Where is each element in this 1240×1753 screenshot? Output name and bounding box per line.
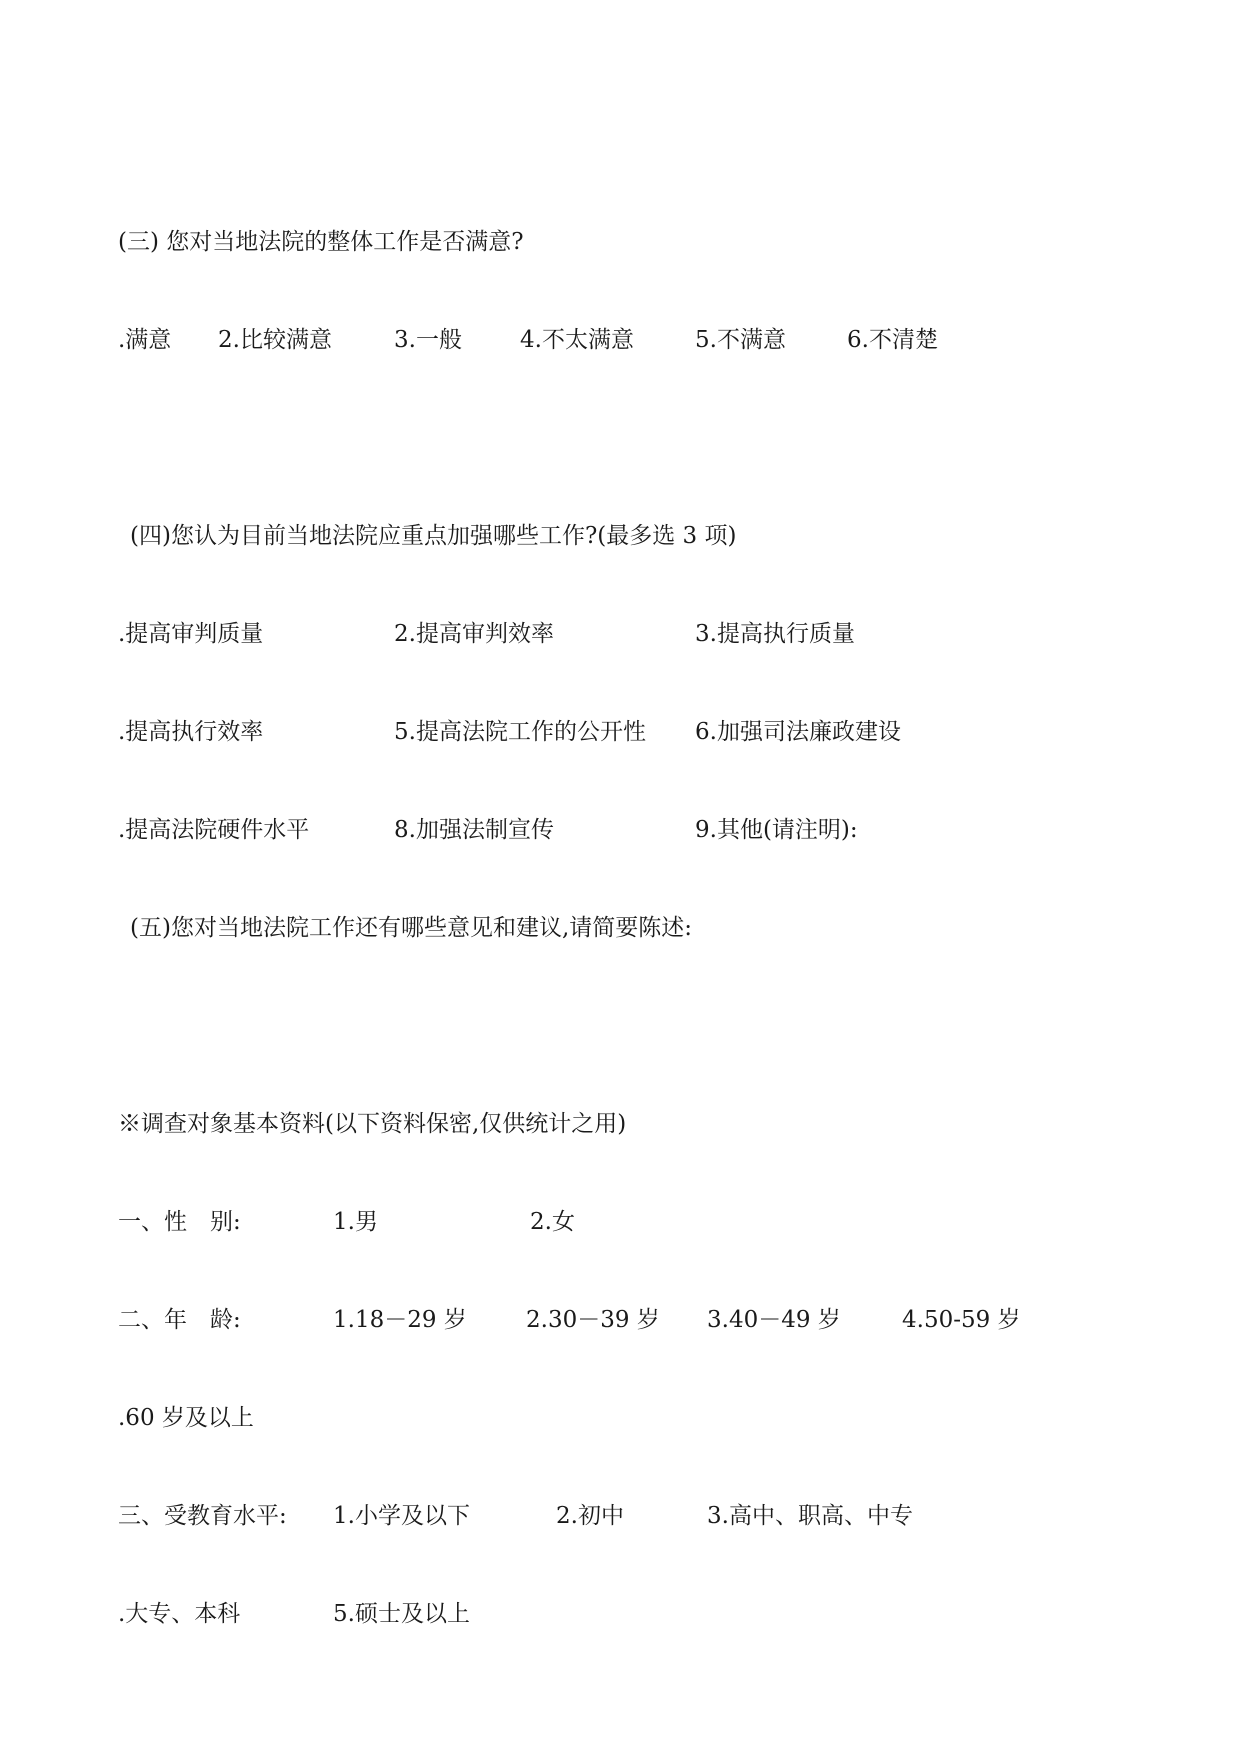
age-option-3[interactable]: 3.40－49 岁 (707, 1307, 841, 1333)
q3-option-1[interactable]: .满意 (118, 327, 172, 353)
profile-header: ※调查对象基本资料(以下资料保密,仅供统计之用) (118, 1111, 627, 1137)
age-option-4[interactable]: 4.50-59 岁 (902, 1307, 1021, 1333)
age-option-2[interactable]: 2.30－39 岁 (526, 1307, 660, 1333)
q4-option-9[interactable]: 9.其他(请注明): (695, 817, 858, 843)
question-5-title: (五)您对当地法院工作还有哪些意见和建议,请简要陈述: (130, 915, 693, 941)
gender-option-male[interactable]: 1.男 (333, 1209, 378, 1235)
q4-option-1[interactable]: .提高审判质量 (118, 621, 264, 647)
education-option-5[interactable]: 5.硕士及以上 (333, 1601, 470, 1627)
q3-option-6[interactable]: 6.不清楚 (847, 327, 938, 353)
gender-label: 一、性 别: (118, 1209, 241, 1235)
gender-option-female[interactable]: 2.女 (530, 1209, 575, 1235)
q3-option-3[interactable]: 3.一般 (394, 327, 462, 353)
education-label: 三、受教育水平: (118, 1503, 287, 1529)
q4-option-3[interactable]: 3.提高执行质量 (695, 621, 855, 647)
age-option-1[interactable]: 1.18－29 岁 (333, 1307, 467, 1333)
education-option-3[interactable]: 3.高中、职高、中专 (707, 1503, 913, 1529)
education-option-2[interactable]: 2.初中 (556, 1503, 624, 1529)
q4-option-4[interactable]: .提高执行效率 (118, 719, 264, 745)
age-label: 二、年 龄: (118, 1307, 241, 1333)
q4-option-2[interactable]: 2.提高审判效率 (394, 621, 554, 647)
education-option-4[interactable]: .大专、本科 (118, 1601, 241, 1627)
q3-option-2[interactable]: 2.比较满意 (218, 327, 332, 353)
q3-option-5[interactable]: 5.不满意 (695, 327, 786, 353)
age-option-5[interactable]: .60 岁及以上 (118, 1405, 254, 1431)
q4-option-8[interactable]: 8.加强法制宣传 (394, 817, 554, 843)
q4-option-7[interactable]: .提高法院硬件水平 (118, 817, 310, 843)
q4-option-6[interactable]: 6.加强司法廉政建设 (695, 719, 901, 745)
question-4-title: (四)您认为目前当地法院应重点加强哪些工作?(最多选 3 项) (130, 523, 737, 549)
q4-option-5[interactable]: 5.提高法院工作的公开性 (394, 719, 646, 745)
question-3-title: (三) 您对当地法院的整体工作是否满意? (118, 229, 524, 255)
q3-option-4[interactable]: 4.不太满意 (520, 327, 634, 353)
education-option-1[interactable]: 1.小学及以下 (333, 1503, 470, 1529)
